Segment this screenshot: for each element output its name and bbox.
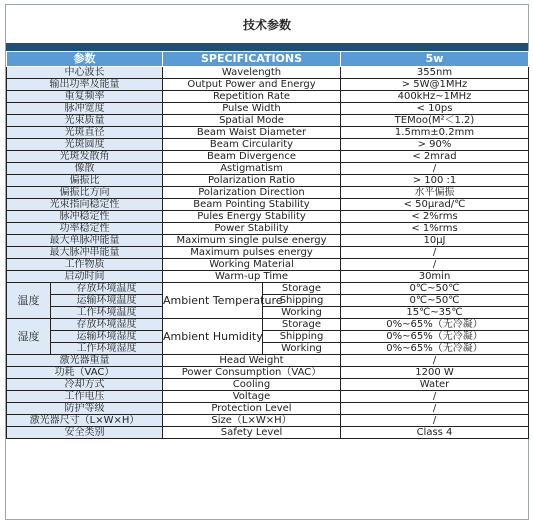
param-condition: Storage (263, 319, 341, 331)
param-en: Size（L×W×H） (163, 415, 341, 427)
param-en: Pulse Width (163, 103, 341, 115)
param-value: < 10ps (341, 103, 529, 115)
humidity-group-label: 湿度 (7, 319, 51, 355)
param-en: Output Power and Energy (163, 79, 341, 91)
param-value: 0%~65%（无冷凝） (341, 343, 529, 355)
param-value: < 2mrad (341, 151, 529, 163)
param-en: Polarization Direction (163, 187, 341, 199)
param-value: / (341, 355, 529, 367)
param-value: Water (341, 379, 529, 391)
param-value: / (341, 163, 529, 175)
param-cn: 安全类别 (7, 427, 163, 439)
temperature-group-en: Ambient Temperature (163, 283, 263, 319)
param-cn: 工作环境温度 (51, 307, 163, 319)
table-row (7, 367, 529, 379)
param-value: Class 4 (341, 427, 529, 439)
table-row (7, 139, 529, 151)
table-row (7, 403, 529, 415)
table-row (7, 247, 529, 259)
table-row (7, 175, 529, 187)
param-value: > 5W@1MHz (341, 79, 529, 91)
table-header-row (7, 52, 529, 67)
param-cn: 脉冲宽度 (7, 103, 163, 115)
param-cn: 启动时间 (7, 271, 163, 283)
param-cn: 运输环境温度 (51, 295, 163, 307)
param-cn: 功耗（VAC） (7, 367, 163, 379)
param-value: > 100 :1 (341, 175, 529, 187)
param-value: 1.5mm±0.2mm (341, 127, 529, 139)
param-value: / (341, 415, 529, 427)
param-cn: 存放环境湿度 (51, 319, 163, 331)
param-value: 水平偏振 (341, 187, 529, 199)
param-value: / (341, 259, 529, 271)
header-param: 参数 (7, 52, 163, 67)
param-condition: Working (263, 307, 341, 319)
spec-sheet (5, 4, 529, 520)
table-row (7, 151, 529, 163)
table-row (7, 379, 529, 391)
param-value: 15℃~35℃ (341, 307, 529, 319)
table-row (7, 115, 529, 127)
param-cn: 偏振比方向 (7, 187, 163, 199)
param-en: Warm-up Time (163, 271, 341, 283)
param-en: Head Weight (163, 355, 341, 367)
param-value: > 90% (341, 139, 529, 151)
humidity-group-en: Ambient Humidity (163, 319, 263, 355)
param-condition: Working (263, 343, 341, 355)
param-en: Power Consumption（VAC） (163, 367, 341, 379)
param-en: Cooling (163, 379, 341, 391)
table-row (7, 259, 529, 271)
param-cn: 中心波长 (7, 67, 163, 79)
param-cn: 运输环境湿度 (51, 331, 163, 343)
param-en: Astigmatism (163, 163, 341, 175)
param-value: / (341, 403, 529, 415)
param-condition: Shipping (263, 331, 341, 343)
param-cn: 重复频率 (7, 91, 163, 103)
table-row (7, 427, 529, 439)
table-row (7, 391, 529, 403)
page-title: 技术参数 (242, 17, 291, 32)
param-en: Polarization Ratio (163, 175, 341, 187)
param-en: Working Material (163, 259, 341, 271)
table-row (7, 127, 529, 139)
param-value: / (341, 247, 529, 259)
param-cn: 脉冲稳定性 (7, 211, 163, 223)
table-row (7, 163, 529, 175)
header-band (6, 43, 528, 51)
table-row (7, 331, 529, 343)
param-value: 10μJ (341, 235, 529, 247)
param-condition: Storage (263, 283, 341, 295)
spec-table (6, 51, 529, 439)
param-value: 30min (341, 271, 529, 283)
table-row (7, 355, 529, 367)
param-value: 0%~65%（无冷凝） (341, 319, 529, 331)
param-cn: 偏振比 (7, 175, 163, 187)
table-row (7, 223, 529, 235)
table-row (7, 211, 529, 223)
table-row (7, 415, 529, 427)
table-row (7, 283, 529, 295)
param-cn: 工作物质 (7, 259, 163, 271)
param-cn: 最大单脉冲能量 (7, 235, 163, 247)
param-value: 0%~65%（无冷凝） (341, 331, 529, 343)
table-row (7, 235, 529, 247)
param-cn: 光斑发散角 (7, 151, 163, 163)
param-en: Beam Circularity (163, 139, 341, 151)
param-cn: 工作环境湿度 (51, 343, 163, 355)
table-row (7, 271, 529, 283)
header-value: 5w (341, 52, 529, 67)
param-value: < 50μrad/℃ (341, 199, 529, 211)
temperature-group-label: 温度 (7, 283, 51, 319)
param-cn: 防护等级 (7, 403, 163, 415)
param-cn: 激光器重量 (7, 355, 163, 367)
param-value: / (341, 391, 529, 403)
param-cn: 光束质量 (7, 115, 163, 127)
param-cn: 激光器尺寸（L×W×H） (7, 415, 163, 427)
param-en: Beam Divergence (163, 151, 341, 163)
spec-table-body (7, 52, 529, 439)
param-condition: Shipping (263, 295, 341, 307)
param-en: Maximum pulses energy (163, 247, 341, 259)
param-en: Power Stability (163, 223, 341, 235)
param-value: < 1%rms (341, 223, 529, 235)
param-en: Repetition Rate (163, 91, 341, 103)
param-cn: 工作电压 (7, 391, 163, 403)
param-cn: 冷却方式 (7, 379, 163, 391)
param-cn: 光束指向稳定性 (7, 199, 163, 211)
table-row (7, 319, 529, 331)
param-en: Maximum single pulse energy (163, 235, 341, 247)
param-en: Beam Waist Diameter (163, 127, 341, 139)
param-value: 400kHz~1MHz (341, 91, 529, 103)
table-row (7, 67, 529, 79)
table-row (7, 307, 529, 319)
param-en: Spatial Mode (163, 115, 341, 127)
param-en: Wavelength (163, 67, 341, 79)
table-row (7, 91, 529, 103)
param-value: 0℃~50℃ (341, 295, 529, 307)
param-en: Voltage (163, 391, 341, 403)
param-en: Pules Energy Stability (163, 211, 341, 223)
param-cn: 存放环境温度 (51, 283, 163, 295)
table-row (7, 199, 529, 211)
param-value: TEMoo(M²＜1.2) (341, 115, 529, 127)
param-value: < 2%rms (341, 211, 529, 223)
param-en: Beam Pointing Stability (163, 199, 341, 211)
param-en: Protection Level (163, 403, 341, 415)
param-cn: 功率稳定性 (7, 223, 163, 235)
param-value: 0℃~50℃ (341, 283, 529, 295)
header-spec: SPECIFICATIONS (163, 52, 341, 67)
table-row (7, 187, 529, 199)
param-en: Safety Level (163, 427, 341, 439)
table-row (7, 79, 529, 91)
param-cn: 最大脉冲串能量 (7, 247, 163, 259)
param-value: 355nm (341, 67, 529, 79)
param-cn: 光斑直径 (7, 127, 163, 139)
table-row (7, 343, 529, 355)
param-cn: 光斑圆度 (7, 139, 163, 151)
param-value: 1200 W (341, 367, 529, 379)
table-row (7, 103, 529, 115)
param-cn: 像散 (7, 163, 163, 175)
param-cn: 输出功率及能量 (7, 79, 163, 91)
